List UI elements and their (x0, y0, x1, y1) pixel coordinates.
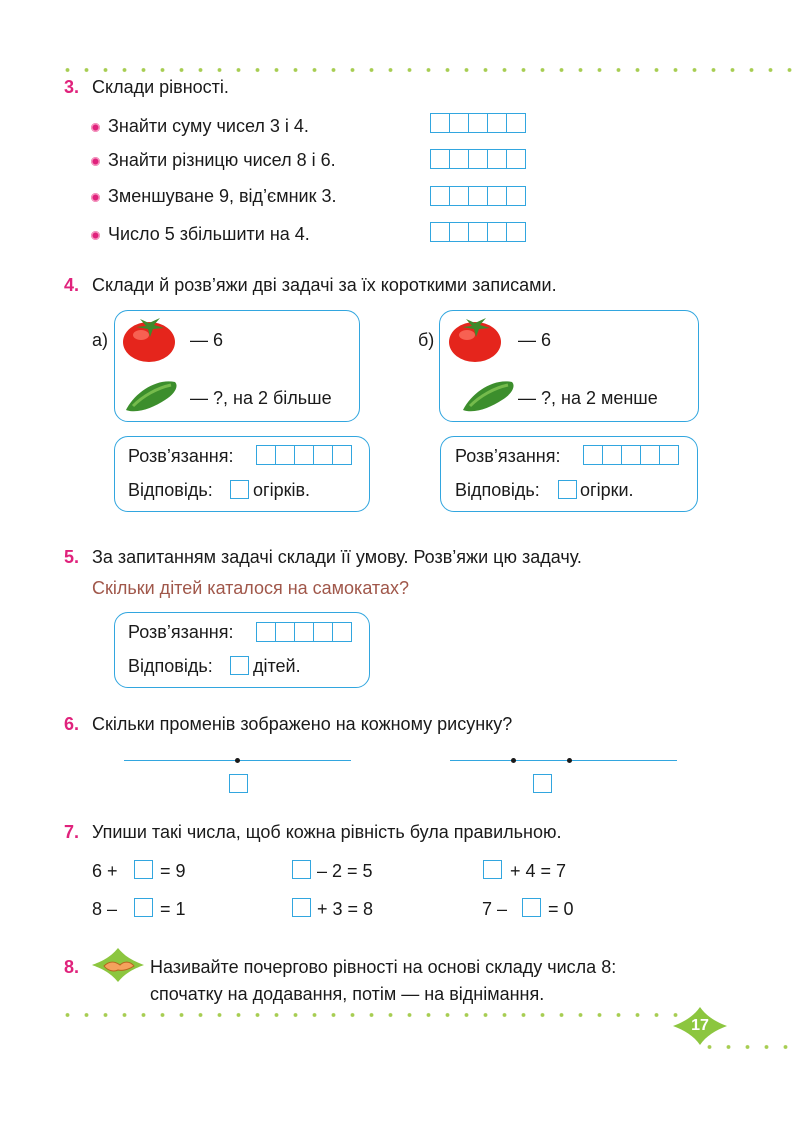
task-6-number: 6. (64, 714, 80, 734)
answer-cell[interactable] (558, 480, 577, 499)
solution-label: Розв’язання: (128, 446, 234, 466)
rays-line-2 (450, 760, 677, 761)
task-6-title: Скільки променів зображено на кожному рисунку? (92, 714, 513, 734)
task-3-item-3: Зменшуване 9, від’ємник 3. (108, 186, 337, 206)
task-4-number: 4. (64, 275, 80, 295)
answer-unit: огірки. (580, 480, 634, 500)
task-5-title: За запитанням задачі склади її умову. Розв’яжи цю задачу. (92, 547, 582, 567)
bullet (91, 231, 100, 240)
answer-cell[interactable] (230, 656, 249, 675)
page-number: 17 (691, 1017, 709, 1034)
equation-cell[interactable] (134, 860, 153, 879)
solution-cells[interactable] (583, 445, 678, 465)
top-dot-border (58, 63, 798, 77)
tomato-icon (122, 313, 178, 363)
answer-cell[interactable] (230, 480, 249, 499)
task-3-item-4: Число 5 збільшити на 4. (108, 224, 310, 244)
answer-label: Відповідь: (128, 656, 213, 676)
solution-label: Розв’язання: (455, 446, 561, 466)
equation-part: = 9 (160, 861, 186, 881)
equation-part: 7 – (482, 899, 508, 919)
task-8-line-2: спочатку на додавання, потім — на віднімання. (150, 984, 545, 1004)
point (567, 758, 572, 763)
task-3-item-1: Знайти суму чисел 3 і 4. (108, 116, 309, 136)
equation-part: 6 + (92, 861, 118, 881)
task-3-title: Склади рівності. (92, 77, 229, 97)
tomato-icon (448, 313, 504, 363)
answer-cell[interactable] (229, 774, 248, 793)
answer-cells[interactable] (430, 149, 525, 169)
equation-part: 8 – (92, 899, 118, 919)
answer-unit: дітей. (253, 656, 301, 676)
equation-part: + 3 = 8 (317, 899, 374, 919)
task-5-number: 5. (64, 547, 80, 567)
cucumber-icon (458, 374, 518, 416)
equation-part: + 4 = 7 (510, 861, 567, 881)
solution-cells[interactable] (256, 622, 351, 642)
solution-label: Розв’язання: (128, 622, 234, 642)
bullet (91, 193, 100, 202)
equation-cell[interactable] (483, 860, 502, 879)
task-4a-tomato-text: — 6 (190, 330, 224, 350)
task-8-line-1: Називайте почергово рівності на основі складу числа 8: (150, 957, 617, 977)
solution-cells[interactable] (256, 445, 351, 465)
equation-cell[interactable] (292, 860, 311, 879)
task-4b-label: б) (418, 330, 435, 350)
task-4-title: Склади й розв’яжи дві задачі за їх короткими записами. (92, 275, 557, 295)
task-4b-tomato-text: — 6 (518, 330, 552, 350)
bottom-dot-border (58, 1008, 678, 1022)
task-7-number: 7. (64, 822, 80, 842)
answer-unit: огірків. (253, 480, 311, 500)
answer-cells[interactable] (430, 113, 525, 133)
task-4a-cucumber-text: — ?, на 2 більше (190, 388, 332, 408)
equation-part: – 2 = 5 (317, 861, 373, 881)
answer-label: Відповідь: (128, 480, 213, 500)
answer-cell[interactable] (533, 774, 552, 793)
equation-cell[interactable] (292, 898, 311, 917)
answer-label: Відповідь: (455, 480, 540, 500)
equation-cell[interactable] (522, 898, 541, 917)
bullet (91, 157, 100, 166)
cucumber-icon (121, 374, 181, 416)
task-4b-cucumber-text: — ?, на 2 менше (518, 388, 658, 408)
task-3-item-2: Знайти різницю чисел 8 і 6. (108, 150, 336, 170)
task-4a-label: а) (92, 330, 109, 350)
equation-part: = 0 (548, 899, 574, 919)
equation-cell[interactable] (134, 898, 153, 917)
point (235, 758, 240, 763)
point (511, 758, 516, 763)
task-5-question: Скільки дітей каталося на самокатах? (92, 578, 409, 598)
task-3-number: 3. (64, 77, 80, 97)
task-8-number: 8. (64, 957, 80, 977)
equation-part: = 1 (160, 899, 186, 919)
answer-cells[interactable] (430, 186, 525, 206)
handshake-icon (90, 946, 146, 984)
answer-cells[interactable] (430, 222, 525, 242)
bullet (91, 123, 100, 132)
task-7-title: Упиши такі числа, щоб кожна рівність була правильною. (92, 822, 562, 842)
